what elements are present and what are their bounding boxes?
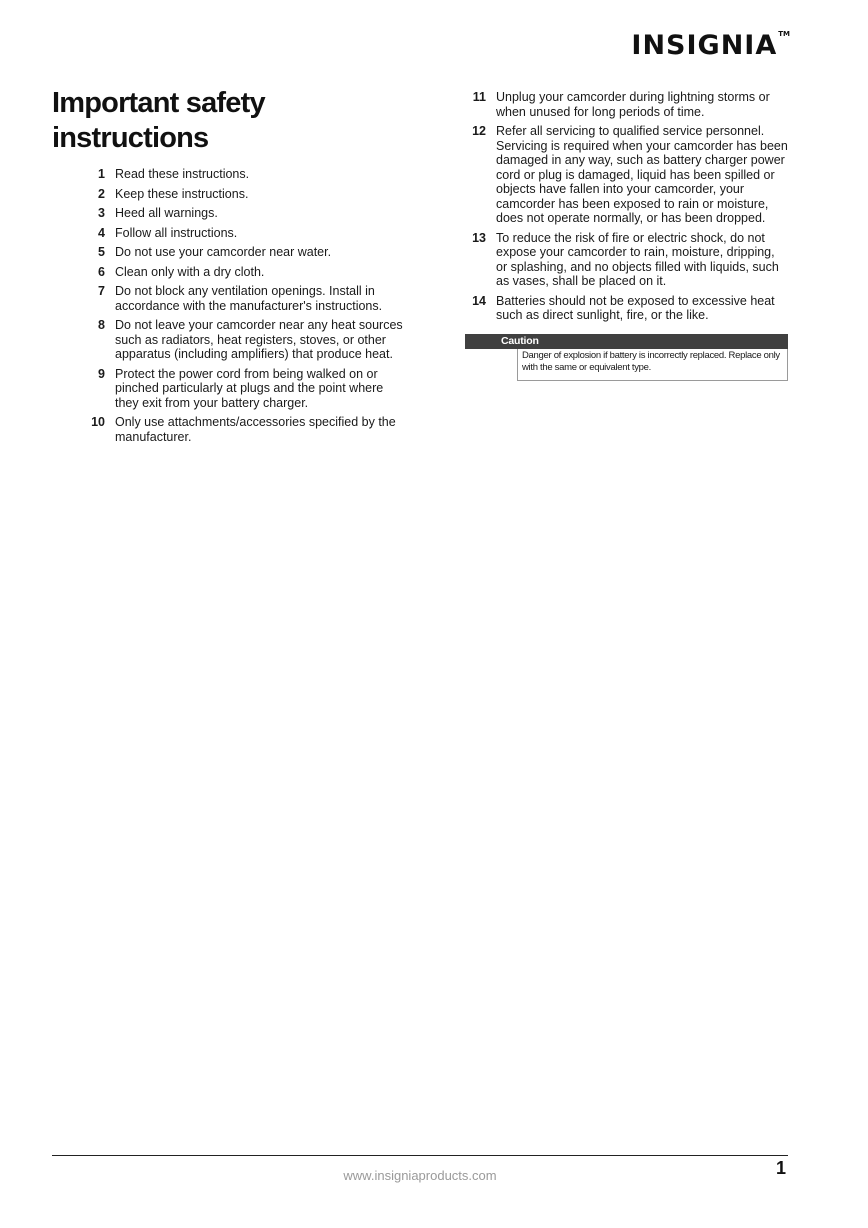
list-item (84, 245, 406, 260)
list-item (84, 318, 406, 362)
item-number: 5 (98, 245, 105, 259)
list-item (465, 231, 788, 289)
item-number: 11 (472, 90, 486, 104)
list-item (84, 206, 406, 221)
page-number: 1 (775, 1158, 786, 1178)
item-number: 6 (98, 264, 105, 279)
item-number: 7 (98, 284, 105, 298)
item-text: Do not leave your camcorder near any heat sources such as radiators, heat registers, stoves, or other apparatus (including amplifiers) that produce heat. (115, 318, 403, 361)
item-text: Do not use your camcorder near water. (115, 245, 332, 259)
list-item (84, 187, 406, 202)
item-text: Unplug your camcorder during lightning storms or when unused for long periods of time. (496, 90, 770, 119)
item-text: Batteries should not be exposed to excessive heat such as direct sunlight, fire, or the like. (496, 293, 775, 322)
logo-text: INSIGNIA (631, 30, 778, 61)
item-text: Follow all instructions. (115, 225, 238, 240)
instructions-list-left (84, 167, 406, 449)
item-text: Protect the power cord from being walked on or pinched particularly at plugs and the point where they exit from your battery charger. (115, 366, 384, 410)
list-item (84, 167, 406, 182)
list-item (465, 294, 788, 323)
list-item (84, 415, 406, 444)
caution-label: Caution (465, 334, 788, 349)
item-text: Only use attachments/accessories specified by the manufacturer. (115, 415, 396, 444)
item-number: 9 (98, 366, 105, 381)
item-text: Clean only with a dry cloth. (115, 264, 265, 279)
item-number: 14 (472, 293, 486, 308)
caution-box (465, 334, 788, 381)
list-item (84, 265, 406, 280)
item-number: 12 (472, 124, 486, 138)
list-item (84, 226, 406, 241)
list-item (84, 367, 406, 411)
list-item (465, 90, 788, 119)
instructions-list-right (465, 90, 788, 381)
page-title: Important safety instructions (52, 87, 265, 154)
item-text: To reduce the risk of fire or electric shock, do not expose your camcorder to rain, moisture, dripping, or splashing, and no objects filled with liquids, such as vases, shall be placed on it. (496, 230, 779, 288)
list-item (84, 284, 406, 313)
trademark-mark: TM (778, 30, 790, 38)
item-number: 2 (98, 186, 105, 201)
item-text: Heed all warnings. (115, 206, 218, 220)
item-text: Keep these instructions. (115, 186, 249, 201)
footer-divider (52, 1155, 788, 1156)
footer-url: www.insigniaproducts.com (343, 1168, 497, 1183)
item-number: 4 (98, 225, 105, 240)
item-number: 1 (98, 167, 105, 181)
item-text: Read these instructions. (115, 167, 250, 181)
item-number: 3 (98, 206, 105, 220)
caution-text: Danger of explosion if battery is incorrectly replaced. Replace only with the same or equivalent type. (517, 349, 788, 381)
item-text: Do not block any ventilation openings. Install in accordance with the manufacturer's instructions. (115, 284, 383, 313)
list-item (465, 124, 788, 226)
item-text: Refer all servicing to qualified service personnel. Servicing is required when your camcorder has been damaged in any way, such as battery charger power cord or plug is damaged, liquid has been spilled or objects have fallen into your camcorder, your camcorder has been exposed to rain or moisture, does not operate normally, or has been dropped. (496, 124, 788, 225)
item-number: 13 (472, 230, 486, 245)
insignia-logo (631, 30, 790, 61)
item-number: 10 (91, 415, 105, 429)
item-number: 8 (98, 318, 105, 332)
